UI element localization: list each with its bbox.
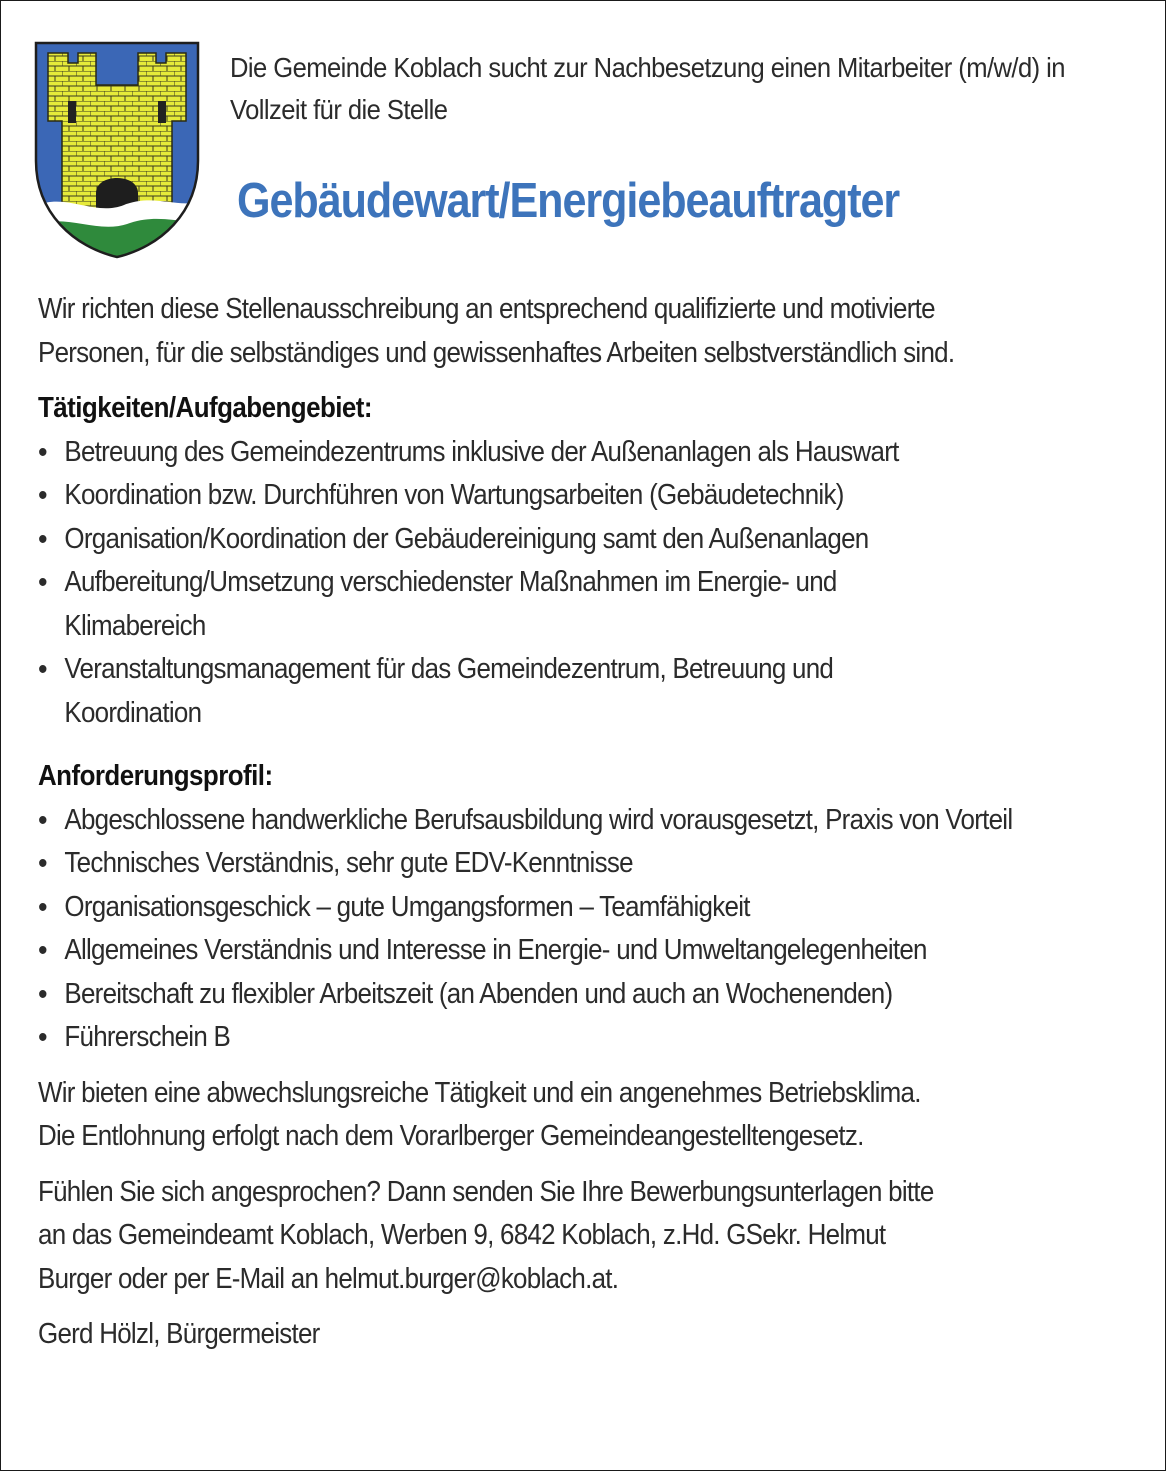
signature: Gerd Hölzl, Bürgermeister: [38, 1318, 320, 1350]
ad-body: [38, 288, 1094, 1357]
list-item: • Aufbereitung/Umsetzung verschiedenster Maßnahmen im Energie- und Klimabereich: [38, 561, 1094, 648]
offer-line: Die Entlohnung erfolgt nach dem Vorarlberger Gemeindeangestelltengesetz.: [38, 1120, 864, 1152]
contact-line: Burger oder per E-Mail an helmut.burger@koblach.at.: [38, 1262, 619, 1295]
list-item: • Betreuung des Gemeindezentrums inklusive der Außenanlagen als Hauswart: [38, 431, 1094, 475]
list-item: • Veranstaltungsmanagement für das Gemeindezentrum, Betreuung und Koordination: [38, 648, 1094, 735]
list-item: • Organisation/Koordination der Gebäudereinigung samt den Außenanlagen: [38, 518, 1094, 562]
intro-text: Die Gemeinde Koblach sucht zur Nachbesetzung einen Mitarbeiter (m/w/d) in Vollzeit für die Stelle: [230, 52, 1065, 125]
tasks-heading: Tätigkeiten/Aufgabengebiet:: [38, 392, 372, 424]
list-item: • Technisches Verständnis, sehr gute EDV-Kenntnisse: [38, 842, 1094, 886]
profile-heading: Anforderungsprofil:: [38, 760, 273, 792]
contact-line: Fühlen Sie sich angesprochen? Dann senden Sie Ihre Bewerbungsunterlagen bitte: [38, 1175, 934, 1208]
tasks-list: [38, 431, 1094, 736]
list-item: • Allgemeines Verständnis und Interesse in Energie- und Umweltangelegenheiten: [38, 929, 1094, 973]
list-item: • Organisationsgeschick – gute Umgangsformen – Teamfähigkeit: [38, 886, 1094, 930]
contact-line: an das Gemeindeamt Koblach, Werben 9, 6842 Koblach, z.Hd. GSekr. Helmut: [38, 1219, 886, 1251]
list-item: • Abgeschlossene handwerkliche Berufsausbildung wird vorausgesetzt, Praxis von Vorteil: [38, 799, 1094, 843]
list-item: • Bereitschaft zu flexibler Arbeitszeit (an Abenden und auch an Wochenenden): [38, 973, 1094, 1017]
job-title: Gebäudewart/Energiebeauftragter: [237, 174, 900, 228]
lead-line: Wir richten diese Stellenausschreibung an entsprechend qualifizierte und motivierte: [38, 293, 935, 325]
list-item: • Koordination bzw. Durchführen von Wartungsarbeiten (Gebäudetechnik): [38, 474, 1094, 518]
offer-line: Wir bieten eine abwechslungsreiche Tätigkeit und ein angenehmes Betriebsklima.: [38, 1076, 921, 1109]
profile-list: [38, 799, 1094, 1060]
lead-line: Personen, für die selbständiges und gewissenhaftes Arbeiten selbstverständlich sind.: [38, 336, 955, 369]
list-item: • Führerschein B: [38, 1016, 1094, 1060]
koblach-coat-of-arms-icon: [34, 41, 200, 259]
